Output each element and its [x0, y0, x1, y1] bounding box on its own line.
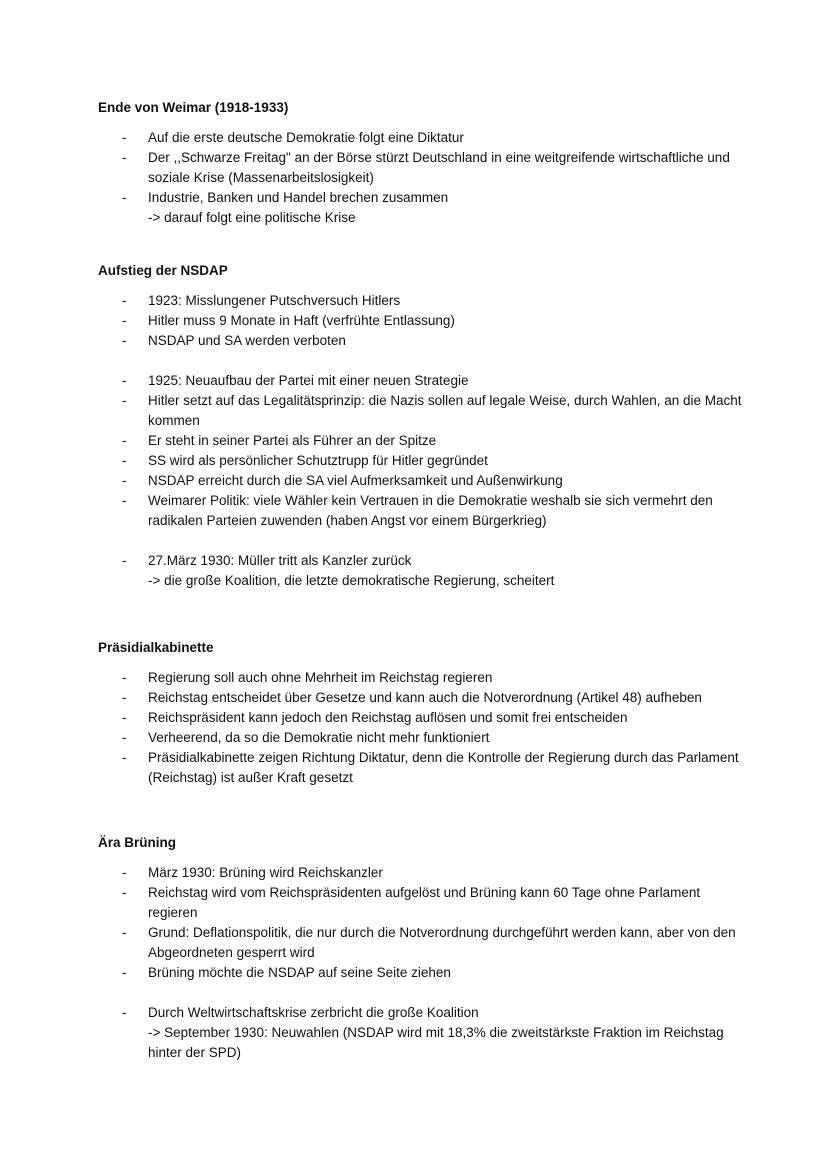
bullet-list	[98, 291, 748, 591]
list-item-text: NSDAP und SA werden verboten	[148, 333, 346, 348]
list-item-text: 1925: Neuaufbau der Partei mit einer neuen Strategie	[148, 373, 469, 388]
list-item-text: Reichstag wird vom Reichspräsidenten aufgelöst und Brüning kann 60 Tage ohne Parlament regieren	[148, 885, 701, 920]
bullet-dash: -	[122, 473, 127, 488]
list-item-text: Grund: Deflationspolitik, die nur durch die Notverordnung durchgeführt werden kann, aber von den Abgeordneten gesperrt wird	[148, 925, 736, 960]
section-ende-von-weimar	[98, 98, 748, 228]
bullet-dash: -	[122, 373, 127, 388]
list-item-text: 27.März 1930: Müller tritt als Kanzler zurück	[148, 553, 412, 568]
bullet-dash: -	[122, 313, 127, 328]
list-item	[98, 963, 748, 983]
bullet-dash: -	[122, 1005, 127, 1020]
bullet-dash: -	[122, 553, 127, 568]
list-item	[98, 148, 748, 188]
bullet-dash: -	[122, 453, 127, 468]
bullet-dash: -	[122, 750, 127, 765]
list-item-text: Reichspräsident kann jedoch den Reichstag auflösen und somit frei entscheiden	[148, 710, 628, 725]
list-item-text: Auf die erste deutsche Demokratie folgt eine Diktatur	[148, 130, 464, 145]
list-spacer	[98, 351, 748, 371]
list-item-text: Hitler muss 9 Monate in Haft (verfrühte Entlassung)	[148, 313, 455, 328]
section-heading: Präsidialkabinette	[98, 640, 214, 655]
bullet-dash: -	[122, 690, 127, 705]
bullet-dash: -	[122, 293, 127, 308]
section-aera-bruening	[98, 833, 748, 1063]
list-item	[98, 748, 748, 788]
list-item	[98, 923, 748, 963]
list-item-text: Verheerend, da so die Demokratie nicht mehr funktioniert	[148, 730, 490, 745]
list-item	[98, 708, 748, 728]
list-item-text: Er steht in seiner Partei als Führer an der Spitze	[148, 433, 437, 448]
list-item-text: SS wird als persönlicher Schutztrupp für Hitler gegründet	[148, 453, 488, 468]
list-item	[98, 883, 748, 923]
section-heading: Ära Brüning	[98, 835, 177, 850]
bullet-list	[98, 128, 748, 228]
bullet-dash: -	[122, 710, 127, 725]
list-item-text: Industrie, Banken und Handel brechen zusammen	[148, 190, 449, 205]
bullet-dash: -	[122, 965, 127, 980]
list-item-continuation: -> darauf folgt eine politische Krise	[148, 210, 356, 225]
list-item	[98, 311, 748, 331]
list-item-text: Hitler setzt auf das Legalitätsprinzip: die Nazis sollen auf legale Weise, durch Wahlen, an die Macht kommen	[148, 393, 742, 428]
list-item	[98, 188, 748, 228]
bullet-dash: -	[122, 130, 127, 145]
bullet-list	[98, 668, 748, 788]
list-item	[98, 668, 748, 688]
list-item-text: Präsidialkabinette zeigen Richtung Diktatur, denn die Kontrolle der Regierung durch das Parlament (Reichstag) ist außer Kraft gesetzt	[148, 750, 739, 785]
bullet-list	[98, 863, 748, 1063]
list-item	[98, 291, 748, 311]
list-item	[98, 391, 748, 431]
list-spacer	[98, 531, 748, 551]
bullet-dash: -	[122, 433, 127, 448]
section-heading: Aufstieg der NSDAP	[98, 263, 228, 278]
bullet-dash: -	[122, 150, 127, 165]
bullet-dash: -	[122, 493, 127, 508]
list-item	[98, 471, 748, 491]
list-item-text: Weimarer Politik: viele Wähler kein Vertrauen in die Demokratie weshalb sie sich vermehrt den radikalen Parteien zuwenden (haben Angst vor einem Bürgerkrieg)	[148, 493, 713, 528]
list-item	[98, 728, 748, 748]
list-item-text: 1923: Misslungener Putschversuch Hitlers	[148, 293, 401, 308]
list-item	[98, 863, 748, 883]
list-item-continuation: -> die große Koalition, die letzte demokratische Regierung, scheitert	[148, 573, 555, 588]
bullet-dash: -	[122, 925, 127, 940]
section-praesidialkabinette	[98, 638, 748, 788]
bullet-dash: -	[122, 393, 127, 408]
list-item-text: Der ,,Schwarze Freitag" an der Börse stürzt Deutschland in eine weitgreifende wirtschaftliche und soziale Krise (Massenarbeitslosigkeit)	[148, 150, 730, 185]
bullet-dash: -	[122, 333, 127, 348]
list-item-text: Brüning möchte die NSDAP auf seine Seite ziehen	[148, 965, 451, 980]
bullet-dash: -	[122, 865, 127, 880]
list-item	[98, 551, 748, 591]
list-item-text: Regierung soll auch ohne Mehrheit im Reichstag regieren	[148, 670, 493, 685]
list-item	[98, 331, 748, 351]
list-item	[98, 1003, 748, 1063]
list-item	[98, 371, 748, 391]
list-item	[98, 431, 748, 451]
list-spacer	[98, 983, 748, 1003]
list-item	[98, 491, 748, 531]
bullet-dash: -	[122, 730, 127, 745]
list-item-text: NSDAP erreicht durch die SA viel Aufmerksamkeit und Außenwirkung	[148, 473, 563, 488]
list-item-text: Reichstag entscheidet über Gesetze und kann auch die Notverordnung (Artikel 48) aufheben	[148, 690, 702, 705]
list-item-text: März 1930: Brüning wird Reichskanzler	[148, 865, 383, 880]
bullet-dash: -	[122, 670, 127, 685]
bullet-dash: -	[122, 885, 127, 900]
list-item	[98, 128, 748, 148]
section-aufstieg-der-nsdap	[98, 261, 748, 591]
section-heading: Ende von Weimar (1918-1933)	[98, 100, 289, 115]
list-item	[98, 688, 748, 708]
list-item-text: Durch Weltwirtschaftskrise zerbricht die große Koalition	[148, 1005, 479, 1020]
list-item-continuation: -> September 1930: Neuwahlen (NSDAP wird mit 18,3% die zweitstärkste Fraktion im Reichstag hinter der SPD)	[148, 1025, 724, 1060]
bullet-dash: -	[122, 190, 127, 205]
list-item	[98, 451, 748, 471]
